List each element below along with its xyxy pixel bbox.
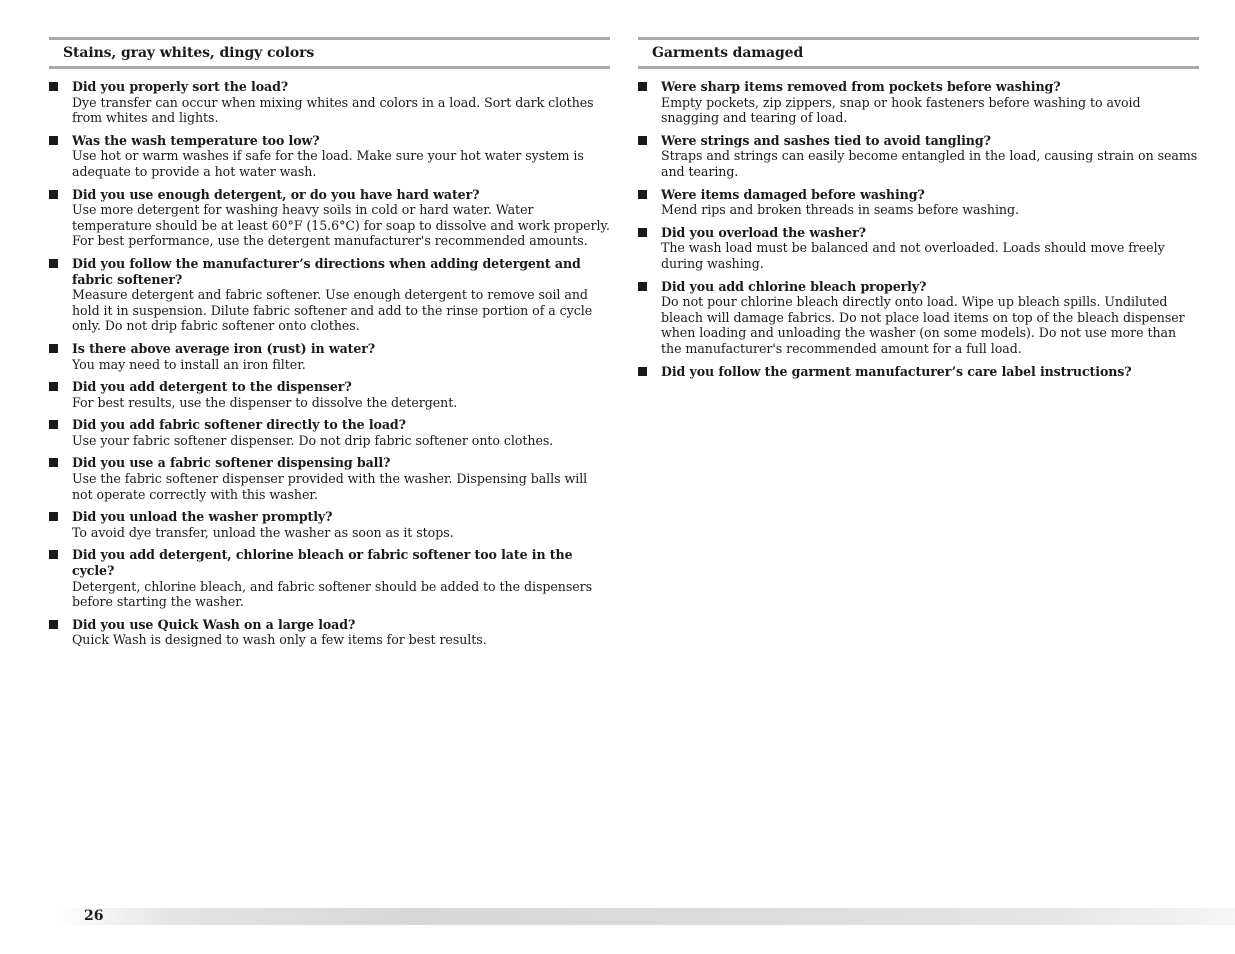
question-text: Is there above average iron (rust) in water? — [72, 340, 376, 356]
list-item — [49, 417, 610, 448]
question-text: Did you add detergent to the dispenser? — [72, 379, 352, 395]
section-title-stains: Stains, gray whites, dingy colors — [49, 37, 610, 69]
question-text: Were strings and sashes tied to avoid tangling? — [661, 132, 991, 148]
list-item — [49, 509, 610, 540]
question-text: Did you use a fabric softener dispensing ball? — [72, 455, 391, 471]
square-bullet-icon — [638, 367, 647, 376]
square-bullet-icon — [638, 228, 647, 237]
square-bullet-icon — [49, 550, 58, 559]
answer-text: To avoid dye transfer, unload the washer as soon as it stops. — [72, 524, 454, 540]
footer-bar — [55, 908, 1235, 925]
list-item — [49, 379, 610, 410]
right-column — [638, 37, 1199, 386]
square-bullet-icon — [49, 344, 58, 353]
square-bullet-icon — [638, 190, 647, 199]
question-text: Were items damaged before washing? — [661, 186, 925, 202]
answer-text: Straps and strings can easily become entangled in the load, causing strain on seams and tearing. — [661, 148, 1198, 179]
answer-text: Mend rips and broken threads in seams before washing. — [661, 202, 1019, 218]
answer-text: Use hot or warm washes if safe for the load. Make sure your hot water system is adequate to provide a hot water wash. — [72, 148, 584, 179]
stains-question-list — [49, 79, 610, 648]
question-text: Did you add fabric softener directly to the load? — [72, 417, 406, 433]
question-text: Did you overload the washer? — [661, 224, 866, 240]
answer-text: For best results, use the dispenser to dissolve the detergent. — [72, 394, 458, 410]
list-item — [638, 279, 1199, 357]
square-bullet-icon — [49, 458, 58, 467]
square-bullet-icon — [49, 82, 58, 91]
answer-text: Use your fabric softener dispenser. Do not drip fabric softener onto clothes. — [72, 432, 554, 448]
answer-text: Empty pockets, zip zippers, snap or hook fasteners before washing to avoid snagging and tearing of load. — [661, 94, 1141, 126]
square-bullet-icon — [49, 420, 58, 429]
page-number: 26 — [84, 908, 104, 924]
answer-text: Use the fabric softener dispenser provided with the washer. Dispensing balls will not operate correctly with this washer. — [72, 471, 588, 502]
answer-text: Dye transfer can occur when mixing whites and colors in a load. Sort dark clothes from whites and lights. — [72, 94, 594, 126]
square-bullet-icon — [638, 282, 647, 291]
garments-question-list — [638, 79, 1199, 379]
left-column — [49, 37, 610, 655]
question-text: Was the wash temperature too low? — [72, 132, 320, 148]
question-text: Did you add chlorine bleach properly? — [661, 278, 927, 294]
question-text: Did you properly sort the load? — [72, 79, 289, 94]
list-item — [638, 225, 1199, 272]
list-item — [638, 133, 1199, 180]
question-text: Did you follow the garment manufacturer’s care label instructions? — [661, 363, 1132, 379]
square-bullet-icon — [638, 82, 647, 91]
question-text: Were sharp items removed from pockets before washing? — [661, 79, 1061, 94]
question-text: Did you follow the manufacturer’s directions when adding detergent and fabric softener? — [72, 255, 581, 287]
list-item — [49, 341, 610, 372]
square-bullet-icon — [49, 259, 58, 268]
answer-text: Measure detergent and fabric softener. Use enough detergent to remove soil and hold it in suspension. Dilute fabric softener and add to the rinse portion of a cycle only. Do not drip fabric softener onto clothes. — [72, 287, 593, 334]
square-bullet-icon — [49, 620, 58, 629]
answer-text: Use more detergent for washing heavy soils in cold or hard water. Water temperature should be at least 60°F (15.6°C) for soap to dissolve and work properly. For best performance, use the detergent manufacturer's recommended amounts. — [72, 202, 610, 249]
list-item — [49, 187, 610, 249]
list-item — [49, 133, 610, 180]
question-text: Did you use enough detergent, or do you have hard water? — [72, 186, 480, 202]
section-title-garments: Garments damaged — [638, 37, 1199, 69]
square-bullet-icon — [49, 136, 58, 145]
square-bullet-icon — [49, 512, 58, 521]
list-item — [638, 79, 1199, 126]
list-item — [49, 256, 610, 334]
answer-text: Do not pour chlorine bleach directly onto load. Wipe up bleach spills. Undiluted bleach will damage fabrics. Do not place load items on top of the bleach dispenser when loading and unloading the washer (on some models). Do not use more than the manufacturer's recommended amount for a full load. — [661, 294, 1185, 356]
list-item — [49, 617, 610, 648]
square-bullet-icon — [49, 382, 58, 391]
question-text: Did you unload the washer promptly? — [72, 509, 333, 525]
square-bullet-icon — [638, 136, 647, 145]
list-item — [638, 187, 1199, 218]
answer-text: The wash load must be balanced and not overloaded. Loads should move freely during washing. — [661, 240, 1165, 271]
list-item — [49, 455, 610, 502]
square-bullet-icon — [49, 190, 58, 199]
answer-text: Quick Wash is designed to wash only a few items for best results. — [72, 632, 487, 648]
list-item — [638, 364, 1199, 380]
list-item — [49, 547, 610, 609]
answer-text: Detergent, chlorine bleach, and fabric softener should be added to the dispensers before starting the washer. — [72, 578, 593, 610]
question-text: Did you use Quick Wash on a large load? — [72, 616, 356, 632]
question-text: Did you add detergent, chlorine bleach or fabric softener too late in the cycle? — [72, 547, 573, 579]
answer-text: You may need to install an iron filter. — [72, 356, 306, 372]
list-item — [49, 79, 610, 126]
